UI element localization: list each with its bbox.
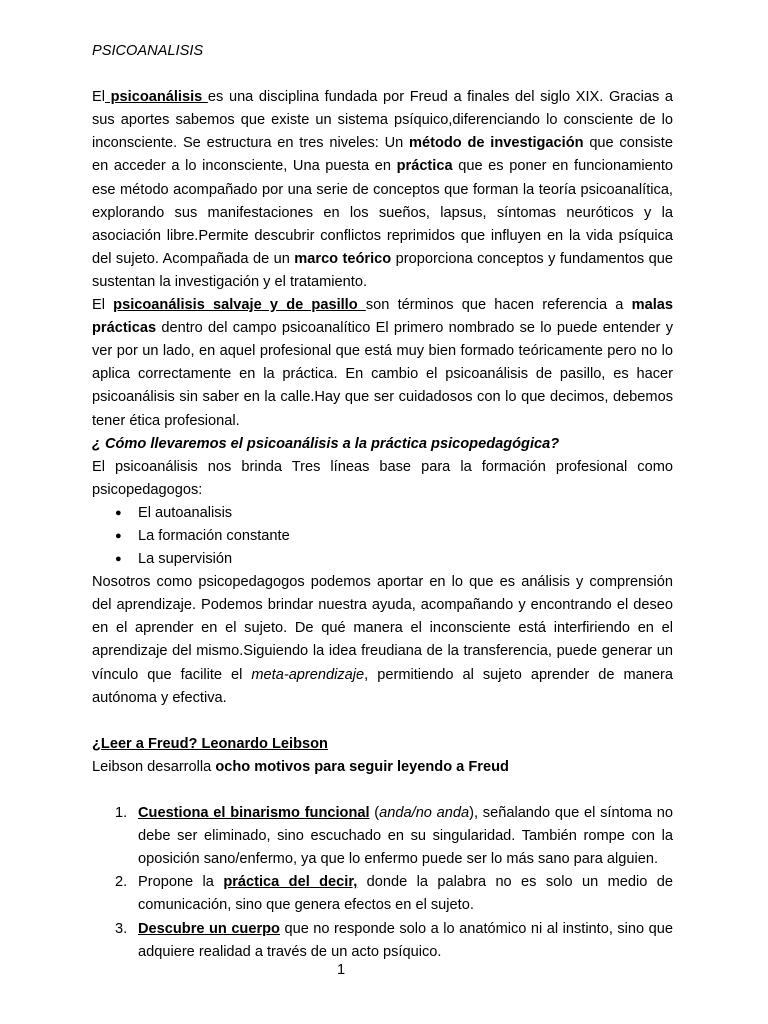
- term-practica: práctica: [396, 158, 453, 175]
- term-meta-aprendizaje: meta-aprendizaje: [251, 666, 365, 683]
- term-psicoanalisis-salvaje: psicoanálisis salvaje y de pasillo: [113, 297, 366, 314]
- term-psicoanalisis: psicoanálisis: [104, 89, 208, 106]
- list-item: [92, 871, 673, 917]
- blank-line: [92, 779, 673, 802]
- bullet-text: La formación constante: [138, 527, 290, 544]
- aporte-paragraph: [92, 571, 673, 710]
- salvaje-text-1: El: [92, 297, 114, 314]
- motives-list: [92, 802, 673, 964]
- motive-text: Propone la: [138, 874, 224, 891]
- list-number: 1.: [115, 805, 128, 822]
- page-number-footer: [0, 962, 768, 978]
- motive-text: (: [369, 805, 380, 822]
- motive-key: Cuestiona el binarismo funcional: [138, 805, 370, 822]
- leibson-heading: ¿Leer a Freud? Leonardo Leibson: [92, 735, 328, 752]
- motive-text: ), señalando que el síntoma no debe ser eliminado, sino escuchado en su singularidad. También rompe con la oposición sano/enfermo, ya que lo enfermo puede ser lo más sano para alguien.: [138, 805, 673, 868]
- list-item: [92, 502, 673, 525]
- document-title: PSICOANALISIS: [92, 43, 204, 59]
- blank-line: [92, 710, 673, 733]
- list-item: [92, 548, 673, 571]
- intro-text-1: El: [92, 89, 105, 106]
- list-item: [92, 525, 673, 548]
- bullet-list: [92, 502, 673, 571]
- page-content: [92, 40, 673, 964]
- motive-key: Descubre un cuerpo: [138, 920, 280, 937]
- aporte-text-1: Nosotros como psicopedagogos podemos aportar en lo que es análisis y comprensión del aprendizaje. Podemos brindar nuestra ayuda, acompañando y encontrando el deseo en el aprender en el sujeto. De qué manera el inconsciente está interfiriendo en el aprendizaje del mismo.Siguiendo la idea freudiana de la transferencia, puede generar un vínculo que facilite el: [92, 574, 673, 683]
- leibson-intro-text: Leibson desarrolla: [92, 758, 216, 775]
- salvaje-paragraph: [92, 294, 673, 433]
- salvaje-text-3: dentro del campo psicoanalítico El primero nombrado se lo puede entender y ver por un lado, en aquel profesional que está muy bien formado teóricamente pero no lo aplica correctamente en la práctica. En cambio el psicoanálisis de pasillo, es hacer psicoanálisis sin saber en la calle.Hay que ser cuidadosos con lo que decimos, debemos tener ética profesional.: [92, 320, 673, 429]
- motive-italic: anda/no anda: [379, 805, 470, 822]
- question-heading: ¿ Cómo llevaremos el psicoanálisis a la práctica psicopedagógica?: [92, 435, 560, 452]
- bullet-icon: ●: [115, 553, 122, 566]
- intro-paragraph: [92, 86, 673, 294]
- salvaje-text-2: son términos que hacen referencia a: [365, 297, 632, 314]
- motive-text: que no responde solo a lo anatómico ni al instinto, sino que adquiere realidad a través de un acto psíquico.: [138, 920, 673, 960]
- list-item: [92, 918, 673, 964]
- blank-line: [92, 63, 673, 86]
- term-malas-practicas: malas prácticas: [92, 297, 674, 337]
- motive-text: donde la palabra no es solo un medio de comunicación, sino que genera efectos en el sujeto.: [138, 874, 673, 914]
- bullet-text: El autoanalisis: [138, 504, 233, 521]
- bullet-icon: ●: [115, 506, 122, 519]
- intro-text-5: proporciona conceptos y fundamentos que sustentan la investigación y el tratamiento.: [92, 250, 673, 290]
- list-item: [92, 802, 673, 871]
- intro-text-4: que es poner en funcionamiento ese método acompañado por una serie de conceptos que forman la teoría psicoanalítica, explorando sus manifestaciones en los sueños, lapsus, síntomas neuróticos y la asociación libre.Permite descubrir conflictos reprimidos que influyen en la vida psíquica del sujeto. Acompañada de un: [92, 158, 673, 267]
- aporte-text-2: , permitiendo al sujeto aprender de manera autónoma y efectiva.: [92, 666, 673, 706]
- term-ocho-motivos: ocho motivos para seguir leyendo a Freud: [215, 758, 509, 775]
- lines-intro-paragraph: El psicoanálisis nos brinda Tres líneas base para la formación profesional como psicopedagogos:: [92, 458, 673, 498]
- term-metodo-investigacion: método de investigación: [409, 135, 584, 152]
- bullet-icon: ●: [115, 529, 122, 542]
- page-number: 1: [336, 962, 346, 978]
- intro-text-2: es una disciplina fundada por Freud a finales del siglo XIX. Gracias a sus aportes sabemos que existe un sistema psíquico,diferenciando lo consciente de lo inconsciente. Se estructura en tres niveles: Un: [92, 89, 673, 152]
- leibson-intro: [92, 756, 673, 779]
- term-marco-teorico: marco teórico: [294, 250, 392, 267]
- list-number: 3.: [115, 920, 128, 937]
- intro-text-3: que consiste en acceder a lo inconsciente, Una puesta en: [92, 135, 673, 175]
- bullet-text: La supervisión: [138, 551, 233, 568]
- list-number: 2.: [115, 874, 128, 891]
- motive-key: práctica del decir,: [223, 874, 358, 891]
